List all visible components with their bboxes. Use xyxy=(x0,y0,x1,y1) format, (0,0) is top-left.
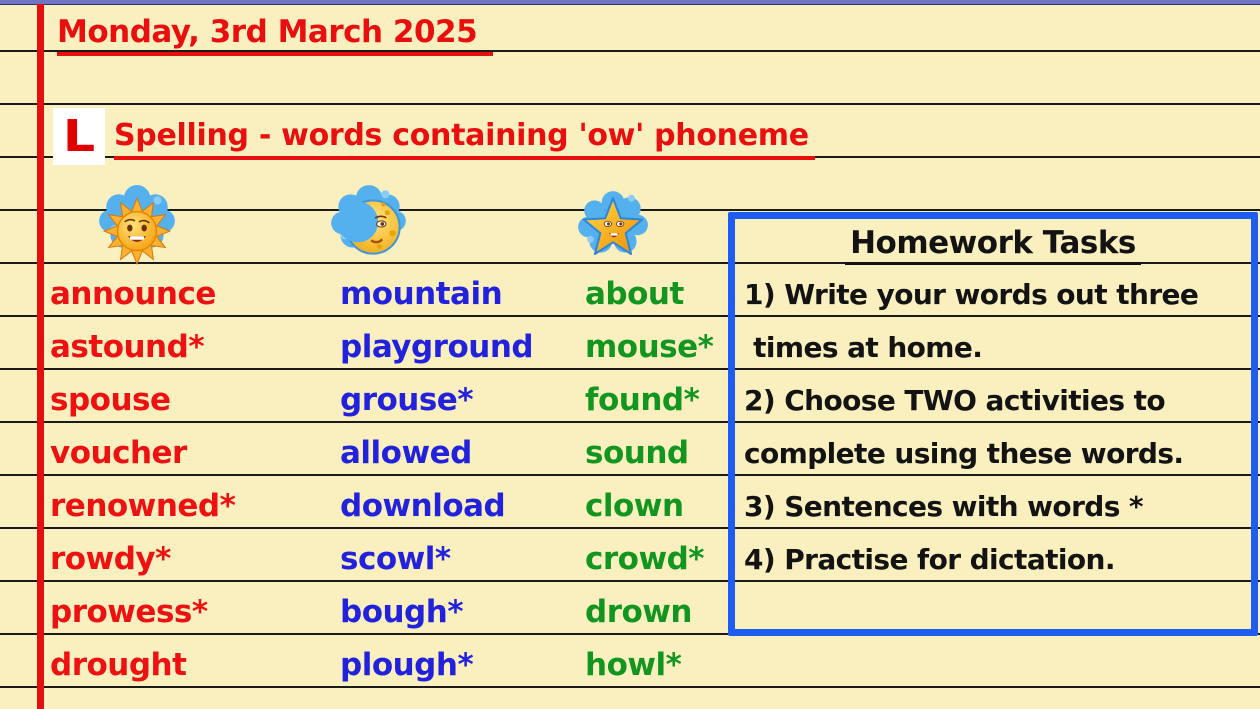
word-cell: clown xyxy=(585,488,684,524)
word-row xyxy=(0,582,730,635)
learner-plate-icon xyxy=(53,108,105,165)
homework-tasks-box xyxy=(728,212,1258,636)
homework-line xyxy=(735,265,1251,318)
word-cell: about xyxy=(585,276,684,312)
word-cell: rowdy* xyxy=(50,541,171,577)
word-cell: astound* xyxy=(50,329,205,365)
word-row xyxy=(0,635,730,688)
word-cell: grouse* xyxy=(340,382,474,418)
cloud-moon-icon xyxy=(324,182,414,268)
homework-title: Homework Tasks xyxy=(845,226,1141,265)
word-row xyxy=(0,317,730,370)
date-title: Monday, 3rd March 2025 xyxy=(57,13,493,56)
word-cell: download xyxy=(340,488,506,524)
word-cell: bough* xyxy=(340,594,464,630)
homework-line-text: 2) Choose TWO activities to xyxy=(744,384,1166,417)
homework-line-text: 3) Sentences with words * xyxy=(744,490,1143,523)
word-cell: drought xyxy=(50,647,187,683)
learner-plate-letter: L xyxy=(62,110,96,162)
word-cell: plough* xyxy=(340,647,474,683)
homework-line xyxy=(735,318,1251,371)
homework-line xyxy=(735,477,1251,530)
word-cell: announce xyxy=(50,276,216,312)
lesson-title: Spelling - words containing 'ow' phoneme xyxy=(114,117,815,160)
homework-line xyxy=(735,424,1251,477)
word-cell: renowned* xyxy=(50,488,236,524)
word-cell: voucher xyxy=(50,435,187,471)
word-row xyxy=(0,370,730,423)
word-row xyxy=(0,264,730,317)
cloud-sun-icon xyxy=(94,184,180,268)
word-cell: mountain xyxy=(340,276,503,312)
word-row xyxy=(0,423,730,476)
word-cell: mouse* xyxy=(585,329,714,365)
homework-line xyxy=(735,530,1251,583)
word-table xyxy=(0,264,730,688)
word-cell: drown xyxy=(585,594,692,630)
word-cell: spouse xyxy=(50,382,171,418)
window-top-edge xyxy=(0,0,1260,5)
word-cell: crowd* xyxy=(585,541,705,577)
homework-title-row xyxy=(735,219,1251,265)
word-cell: scowl* xyxy=(340,541,451,577)
word-cell: sound xyxy=(585,435,689,471)
word-cell: found* xyxy=(585,382,700,418)
homework-line-text: 4) Practise for dictation. xyxy=(744,543,1115,576)
word-cell: prowess* xyxy=(50,594,208,630)
word-row xyxy=(0,529,730,582)
word-row xyxy=(0,476,730,529)
word-cell: playground xyxy=(340,329,534,365)
homework-line-text: times at home. xyxy=(744,331,983,364)
homework-line-text: complete using these words. xyxy=(744,437,1184,470)
word-cell: howl* xyxy=(585,647,682,683)
homework-line-text: 1) Write your words out three xyxy=(744,278,1199,311)
homework-line xyxy=(735,371,1251,424)
word-cell: allowed xyxy=(340,435,472,471)
cloud-star-icon xyxy=(574,188,652,266)
